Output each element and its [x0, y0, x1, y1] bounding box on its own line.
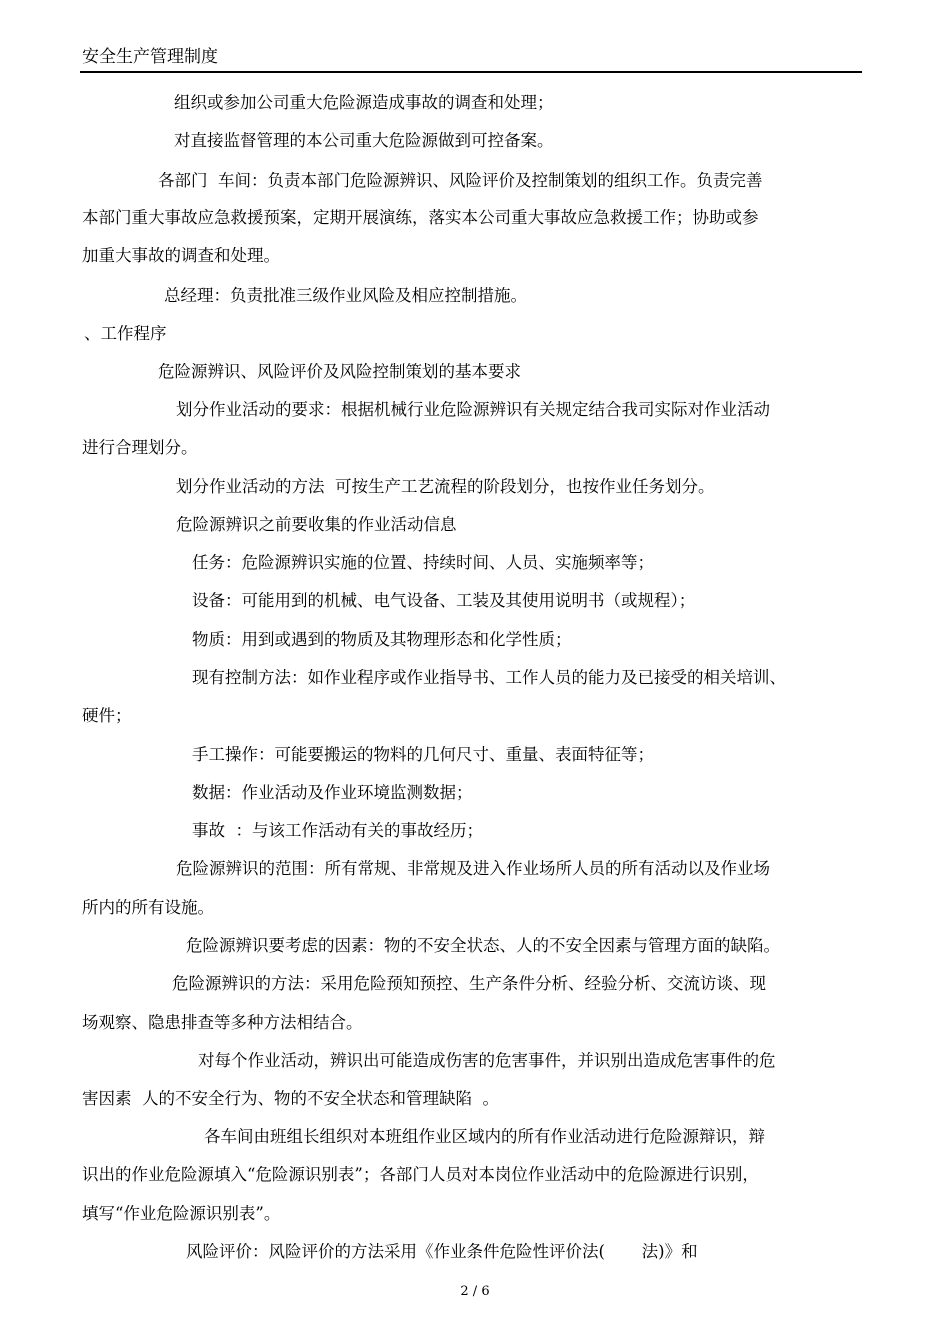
paragraph-line: 危险源辨识的方法：采用危险预知预控、生产条件分析、经验分析、交流访谈、现 — [172, 974, 766, 993]
paragraph-line: 风险评价：风险评价的方法采用《作业条件危险性评价法( 法)》和 — [186, 1242, 698, 1261]
paragraph-line: 各部门 车间：负责本部门危险源辨识、风险评价及控制策划的组织工作。负责完善 — [158, 171, 763, 190]
paragraph-line: 填写“作业危险源识别表”。 — [82, 1204, 281, 1223]
paragraph-line: 识出的作业危险源填入“危险源识别表”；各部门人员对本岗位作业活动中的危险源进行识别， — [82, 1165, 759, 1184]
list-item: 事故 ：与该工作活动有关的事故经历； — [192, 821, 483, 840]
paragraph-line: 划分作业活动的要求：根据机械行业危险源辨识有关规定结合我司实际对作业活动 — [176, 400, 770, 419]
paragraph-line: 总经理：负责批准三级作业风险及相应控制措施。 — [164, 286, 527, 305]
paragraph-line: 危险源辨识之前要收集的作业活动信息 — [176, 515, 457, 534]
paragraph-line: 对每个作业活动，辨识出可能造成伤害的危害事件，并识别出造成危害事件的危 — [198, 1051, 776, 1070]
section-heading: 、工作程序 — [84, 324, 167, 343]
paragraph-line: 进行合理划分。 — [82, 438, 198, 457]
list-item: 任务：危险源辨识实施的位置、持续时间、人员、实施频率等； — [192, 553, 654, 572]
paragraph-line: 场观察、隐患排查等多种方法相结合。 — [82, 1013, 363, 1032]
paragraph-line: 害因素 人的不安全行为、物的不安全状态和管理缺陷 。 — [82, 1089, 499, 1108]
paragraph-line: 各车间由班组长组织对本班组作业区域内的所有作业活动进行危险源辩识，辩 — [204, 1127, 765, 1146]
list-item: 手工操作：可能要搬运的物料的几何尺寸、重量、表面特征等； — [192, 745, 654, 764]
paragraph-line: 危险源辨识的范围：所有常规、非常规及进入作业场所人员的所有活动以及作业场 — [176, 859, 770, 878]
paragraph-line: 危险源辨识要考虑的因素：物的不安全状态、人的不安全因素与管理方面的缺陷。 — [186, 936, 780, 955]
paragraph-line: 对直接监督管理的本公司重大危险源做到可控备案。 — [174, 131, 554, 150]
header-title: 安全生产管理制度 — [82, 47, 218, 67]
paragraph-line: 本部门重大事故应急救援预案，定期开展演练，落实本公司重大事故应急救援工作；协助或参 — [82, 208, 759, 227]
list-item: 硬件； — [82, 706, 132, 725]
list-item: 数据：作业活动及作业环境监测数据； — [192, 783, 473, 802]
page-number: 2 / 6 — [460, 1284, 490, 1299]
list-item: 现有控制方法：如作业程序或作业指导书、工作人员的能力及已接受的相关培训、 — [192, 668, 786, 687]
list-item: 设备：可能用到的机械、电气设备、工装及其使用说明书（或规程）； — [192, 591, 696, 610]
paragraph-line: 划分作业活动的方法 可按生产工艺流程的阶段划分，也按作业任务划分。 — [176, 477, 715, 496]
paragraph-line: 组织或参加公司重大危险源造成事故的调查和处理； — [174, 93, 554, 112]
paragraph-line: 加重大事故的调查和处理。 — [82, 246, 280, 265]
paragraph-line: 所内的所有设施。 — [82, 898, 214, 917]
header-rule — [80, 71, 862, 73]
subsection-heading: 危险源辨识、风险评价及风险控制策划的基本要求 — [158, 362, 521, 381]
list-item: 物质：用到或遇到的物质及其物理形态和化学性质； — [192, 630, 572, 649]
